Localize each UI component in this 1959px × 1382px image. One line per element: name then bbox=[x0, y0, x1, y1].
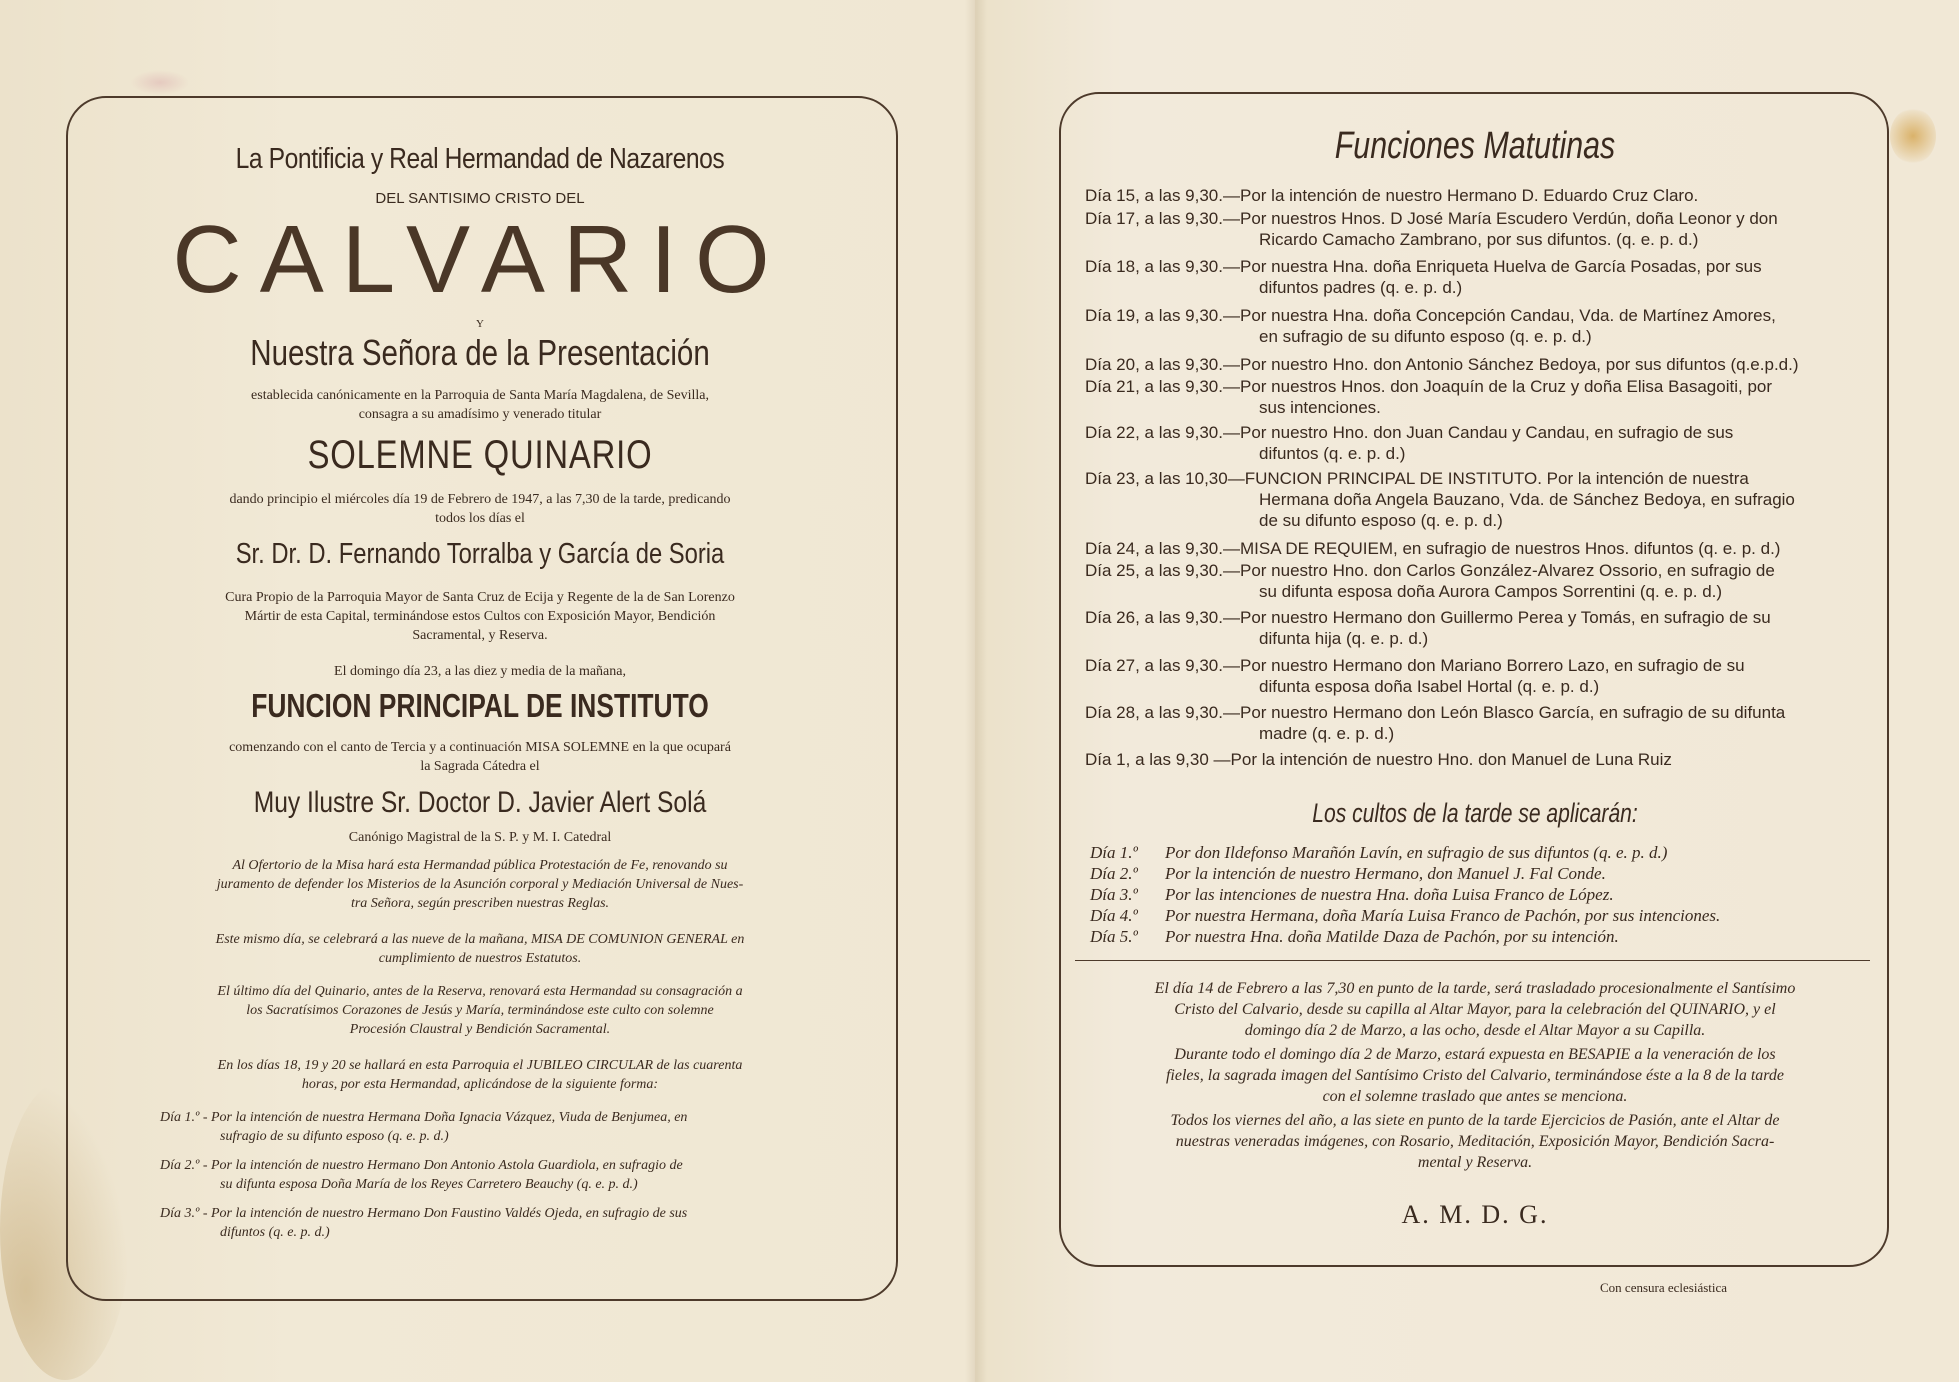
entry-dia-26 bbox=[1085, 607, 1865, 649]
preacher-2-role: Canónigo Magistral de la S. P. y M. I. Catedral bbox=[348, 830, 612, 845]
entry-dia-17 bbox=[1085, 208, 1865, 250]
entry-day: Día 17, a las 9,30. bbox=[1085, 209, 1223, 228]
entry-cont: difunta hija (q. e. p. d.) bbox=[1259, 629, 1429, 648]
entry-cont: sus intenciones. bbox=[1259, 398, 1381, 417]
entry-text: —Por nuestro Hno. don Juan Candau y Candau, en sufragio de sus bbox=[1222, 423, 1734, 442]
hermandad-title: La Pontificia y Real Hermandad de Nazarenos bbox=[235, 143, 725, 175]
jubileo-day-cont: su difunta esposa Doña María de los Reyes Carretero Beauchy (q. e. p. d.) bbox=[220, 1177, 638, 1192]
entry-dia-22 bbox=[1085, 422, 1865, 464]
entry-text: —Por la intención de nuestro Hermano D. Eduardo Cruz Claro. bbox=[1222, 186, 1699, 205]
ultimo-paragraph: El último día del Quinario, antes de la Reserva, renovará esta Hermandad su consagración a los Sacratísimos Corazones de Jesús y María, terminándose este culto con solemne Procesión Claustral y Bendición Sacramental. bbox=[217, 984, 743, 1037]
entry-cont: su difunta esposa doña Aurora Campos Sorrentini (q. e. p. d.) bbox=[1259, 582, 1723, 601]
afternoon-day-text: Por don Ildefonso Marañón Lavín, en sufragio de sus difuntos (q. e. p. d.) bbox=[1165, 843, 1668, 862]
afternoon-day-text: Por las intenciones de nuestra Hna. doña Luisa Franco de López. bbox=[1165, 885, 1614, 904]
entry-dia-27 bbox=[1085, 655, 1865, 697]
entry-text: —Por nuestra Hna. doña Concepción Candau, Vda. de Martínez Amores, bbox=[1222, 306, 1776, 325]
stain-right-top bbox=[1890, 108, 1936, 164]
censura-note: Con censura eclesiástica bbox=[1600, 1280, 1728, 1295]
afternoon-day-text: Por nuestra Hna. doña Matilde Daza de Pachón, por su intención. bbox=[1165, 927, 1619, 946]
entry-dia-24 bbox=[1085, 538, 1865, 559]
entry-text: —MISA DE REQUIEM, en sufragio de nuestros Hnos. difuntos (q. e. p. d.) bbox=[1222, 539, 1781, 558]
jubileo-day-1 bbox=[160, 1108, 800, 1146]
jubileo-day-label: Día 3.º bbox=[160, 1206, 200, 1221]
comunion-paragraph: Este mismo día, se celebrará a las nueve de la mañana, MISA DE COMUNION GENERAL en cumplimiento de nuestros Estatutos. bbox=[215, 932, 745, 966]
calvario-heading: CALVARIO bbox=[172, 206, 788, 313]
entry-dia-25 bbox=[1085, 560, 1865, 602]
jubileo-paragraph: En los días 18, 19 y 20 se hallará en esta Parroquia el JUBILEO CIRCULAR de las cuarenta horas, por esta Hermandad, aplicándose de la siguiente forma: bbox=[217, 1058, 743, 1092]
afternoon-day-1 bbox=[1090, 842, 1860, 863]
traslado-paragraph: El día 14 de Febrero a las 7,30 en punto de la tarde, será trasladado procesionalmente el Santísimo Cristo del Calvario, desde su capilla al Altar Mayor, para la celebración del QUINARIO, y el domingo día 2 de Marzo, a las ocho, desde el Altar Mayor a su Capilla. bbox=[1154, 980, 1796, 1039]
quinario-heading: SOLEMNE QUINARIO bbox=[307, 433, 653, 477]
entry-text: —Por nuestro Hno. don Antonio Sánchez Bedoya, por sus difuntos (q.e.p.d.) bbox=[1222, 355, 1799, 374]
afternoon-day-2 bbox=[1090, 863, 1860, 884]
entry-day: Día 15, a las 9,30. bbox=[1085, 186, 1223, 205]
entry-day: Día 19, a las 9,30. bbox=[1085, 306, 1223, 325]
entry-day: Día 25, a las 9,30. bbox=[1085, 561, 1223, 580]
afternoon-day-4 bbox=[1090, 905, 1860, 926]
entry-text: —Por nuestros Hnos. D José María Escudero Verdún, doña Leonor y don bbox=[1222, 209, 1778, 228]
center-fold bbox=[965, 0, 987, 1382]
jubileo-day-3 bbox=[160, 1204, 800, 1242]
entry-dia-21 bbox=[1085, 376, 1865, 418]
entry-day: Día 21, a las 9,30. bbox=[1085, 377, 1223, 396]
afternoon-day-label: Día 5.º bbox=[1090, 927, 1138, 946]
entry-day: Día 1, a las 9,30 bbox=[1085, 750, 1209, 769]
entry-dia-1 bbox=[1085, 749, 1865, 770]
entry-dia-23 bbox=[1085, 468, 1865, 531]
jubileo-day-label: Día 2.º bbox=[160, 1158, 200, 1173]
entry-day: Día 26, a las 9,30. bbox=[1085, 608, 1223, 627]
entry-day: Día 20, a las 9,30. bbox=[1085, 355, 1223, 374]
entry-cont: en sufragio de su difunto esposo (q. e. p. d.) bbox=[1259, 327, 1592, 346]
funcion-desc: comenzando con el canto de Tercia y a continuación MISA SOLEMNE en la que ocupará la Sagrada Cátedra el bbox=[229, 740, 731, 774]
entry-day: Día 23, a las 10,30 bbox=[1085, 469, 1228, 488]
established-text: establecida canónicamente en la Parroquia de Santa María Magdalena, de Sevilla, consagra a su amadísimo y venerado titular bbox=[251, 388, 709, 422]
entry-text: —FUNCION PRINCIPAL DE INSTITUTO. Por la intención de nuestra bbox=[1227, 469, 1749, 488]
preacher-1: Sr. Dr. D. Fernando Torralba y García de Soria bbox=[235, 538, 725, 570]
entry-text: —Por nuestro Hermano don León Blasco García, en sufragio de su difunta bbox=[1222, 703, 1786, 722]
header-block bbox=[160, 143, 800, 183]
entry-dia-15 bbox=[1085, 185, 1865, 206]
entry-cont: difuntos padres (q. e. p. d.) bbox=[1259, 278, 1463, 297]
jubileo-day-2 bbox=[160, 1156, 800, 1194]
afternoon-day-label: Día 1.º bbox=[1090, 843, 1138, 862]
funciones-title: Funciones Matutinas bbox=[1334, 125, 1616, 167]
jubileo-day-text: - Por la intención de nuestro Hermano Don Antonio Astola Guardiola, en sufragio de bbox=[202, 1158, 683, 1173]
entry-text: —Por la intención de nuestro Hno. don Manuel de Luna Ruiz bbox=[1208, 750, 1672, 769]
jubileo-day-text: - Por la intención de nuestro Hermano Don Faustino Valdés Ojeda, en sufragio de sus bbox=[202, 1206, 688, 1221]
afternoon-day-3 bbox=[1090, 884, 1860, 905]
entry-text: —Por nuestro Hno. don Carlos González-Alvarez Ossorio, en sufragio de bbox=[1222, 561, 1775, 580]
besapie-paragraph: Durante todo el domingo día 2 de Marzo, estará expuesta en BESAPIE a la veneración de los fieles, la sagrada imagen del Santísimo Cristo del Calvario, terminándose éste a la 8 de la tarde con el solemne traslado que antes se menciona. bbox=[1165, 1046, 1785, 1105]
afternoon-day-text: Por nuestra Hermana, doña María Luisa Franco de Pachón, por sus intenciones. bbox=[1165, 906, 1721, 925]
jubileo-day-label: Día 1.º bbox=[160, 1110, 200, 1125]
preacher-1-role: Cura Propio de la Parroquia Mayor de Santa Cruz de Ecija y Regente de la de San Lorenzo Mártir de esta Capital, terminándose estos Cultos con Exposición Mayor, Bendición Sacramental, y Reserva. bbox=[225, 590, 735, 643]
entry-day: Día 24, a las 9,30. bbox=[1085, 539, 1223, 558]
entry-dia-18 bbox=[1085, 256, 1865, 298]
entry-text: —Por nuestro Hermano don Guillermo Perea y Tomás, en sufragio de su bbox=[1222, 608, 1771, 627]
entry-day: Día 27, a las 9,30. bbox=[1085, 656, 1223, 675]
entry-day: Día 22, a las 9,30. bbox=[1085, 423, 1223, 442]
entry-cont: difunta esposa doña Isabel Hortal (q. e. p. d.) bbox=[1259, 677, 1600, 696]
jubileo-day-cont: difuntos (q. e. p. d.) bbox=[220, 1225, 330, 1240]
afternoon-day-5 bbox=[1090, 926, 1860, 947]
del-santisimo: DEL SANTISIMO CRISTO DEL bbox=[375, 190, 585, 207]
stain-left-top bbox=[130, 70, 190, 95]
funcion-heading: FUNCION PRINCIPAL DE INSTITUTO bbox=[251, 687, 709, 724]
entry-day: Día 28, a las 9,30. bbox=[1085, 703, 1223, 722]
afternoon-title: Los cultos de la tarde se aplicarán: bbox=[1312, 798, 1638, 828]
ofertorio-paragraph: Al Ofertorio de la Misa hará esta Hermandad pública Protestación de Fe, renovando su juramento de defender los Misterios de la Asunción corporal y Mediación Universal de Nues- tra Señora, según prescriben nuestras Reglas. bbox=[216, 858, 744, 911]
entry-cont: Ricardo Camacho Zambrano, por sus difuntos. (q. e. p. d.) bbox=[1259, 230, 1699, 249]
afternoon-day-label: Día 2.º bbox=[1090, 864, 1138, 883]
entry-dia-28 bbox=[1085, 702, 1865, 744]
jubileo-day-text: - Por la intención de nuestra Hermana Doña Ignacia Vázquez, Viuda de Benjumea, en bbox=[202, 1110, 688, 1125]
amdg-motto: A. M. D. G. bbox=[1401, 1200, 1549, 1229]
senora-heading: Nuestra Señora de la Presentación bbox=[250, 332, 710, 373]
afternoon-day-text: Por la intención de nuestro Hermano, don Manuel J. Fal Conde. bbox=[1165, 864, 1606, 883]
entry-day: Día 18, a las 9,30. bbox=[1085, 257, 1223, 276]
entry-cont: Hermana doña Angela Bauzano, Vda. de Sánchez Bedoya, en sufragio de su difunto esposo (q. e. p. d.) bbox=[1259, 490, 1795, 530]
entry-text: —Por nuestra Hna. doña Enriqueta Huelva de García Posadas, por sus bbox=[1222, 257, 1762, 276]
preacher-2: Muy Ilustre Sr. Doctor D. Javier Alert Solá bbox=[253, 786, 707, 819]
viernes-paragraph: Todos los viernes del año, a las siete en punto de la tarde Ejercicios de Pasión, ante el Altar de nuestras veneradas imágenes, con Rosario, Meditación, Exposición Mayor, Bendición Sacra- mental y Reserva. bbox=[1170, 1112, 1780, 1171]
sunday-text: El domingo día 23, a las diez y media de la mañana, bbox=[334, 664, 626, 679]
entry-dia-19 bbox=[1085, 305, 1865, 347]
afternoon-day-label: Día 3.º bbox=[1090, 885, 1138, 904]
jubileo-day-cont: sufragio de su difunto esposo (q. e. p. d.) bbox=[220, 1129, 449, 1144]
divider-rule bbox=[1075, 960, 1870, 961]
entry-text: —Por nuestros Hnos. don Joaquín de la Cruz y doña Elisa Basagoiti, por bbox=[1222, 377, 1773, 396]
conjunction-y: Y bbox=[476, 318, 484, 330]
entry-dia-20 bbox=[1085, 354, 1865, 375]
entry-cont: difuntos (q. e. p. d.) bbox=[1259, 444, 1406, 463]
entry-text: —Por nuestro Hermano don Mariano Borrero Lazo, en sufragio de su bbox=[1222, 656, 1745, 675]
afternoon-day-label: Día 4.º bbox=[1090, 906, 1138, 925]
start-text: dando principio el miércoles día 19 de Febrero de 1947, a las 7,30 de la tarde, predicando todos los días el bbox=[229, 492, 731, 526]
entry-cont: madre (q. e. p. d.) bbox=[1259, 724, 1395, 743]
